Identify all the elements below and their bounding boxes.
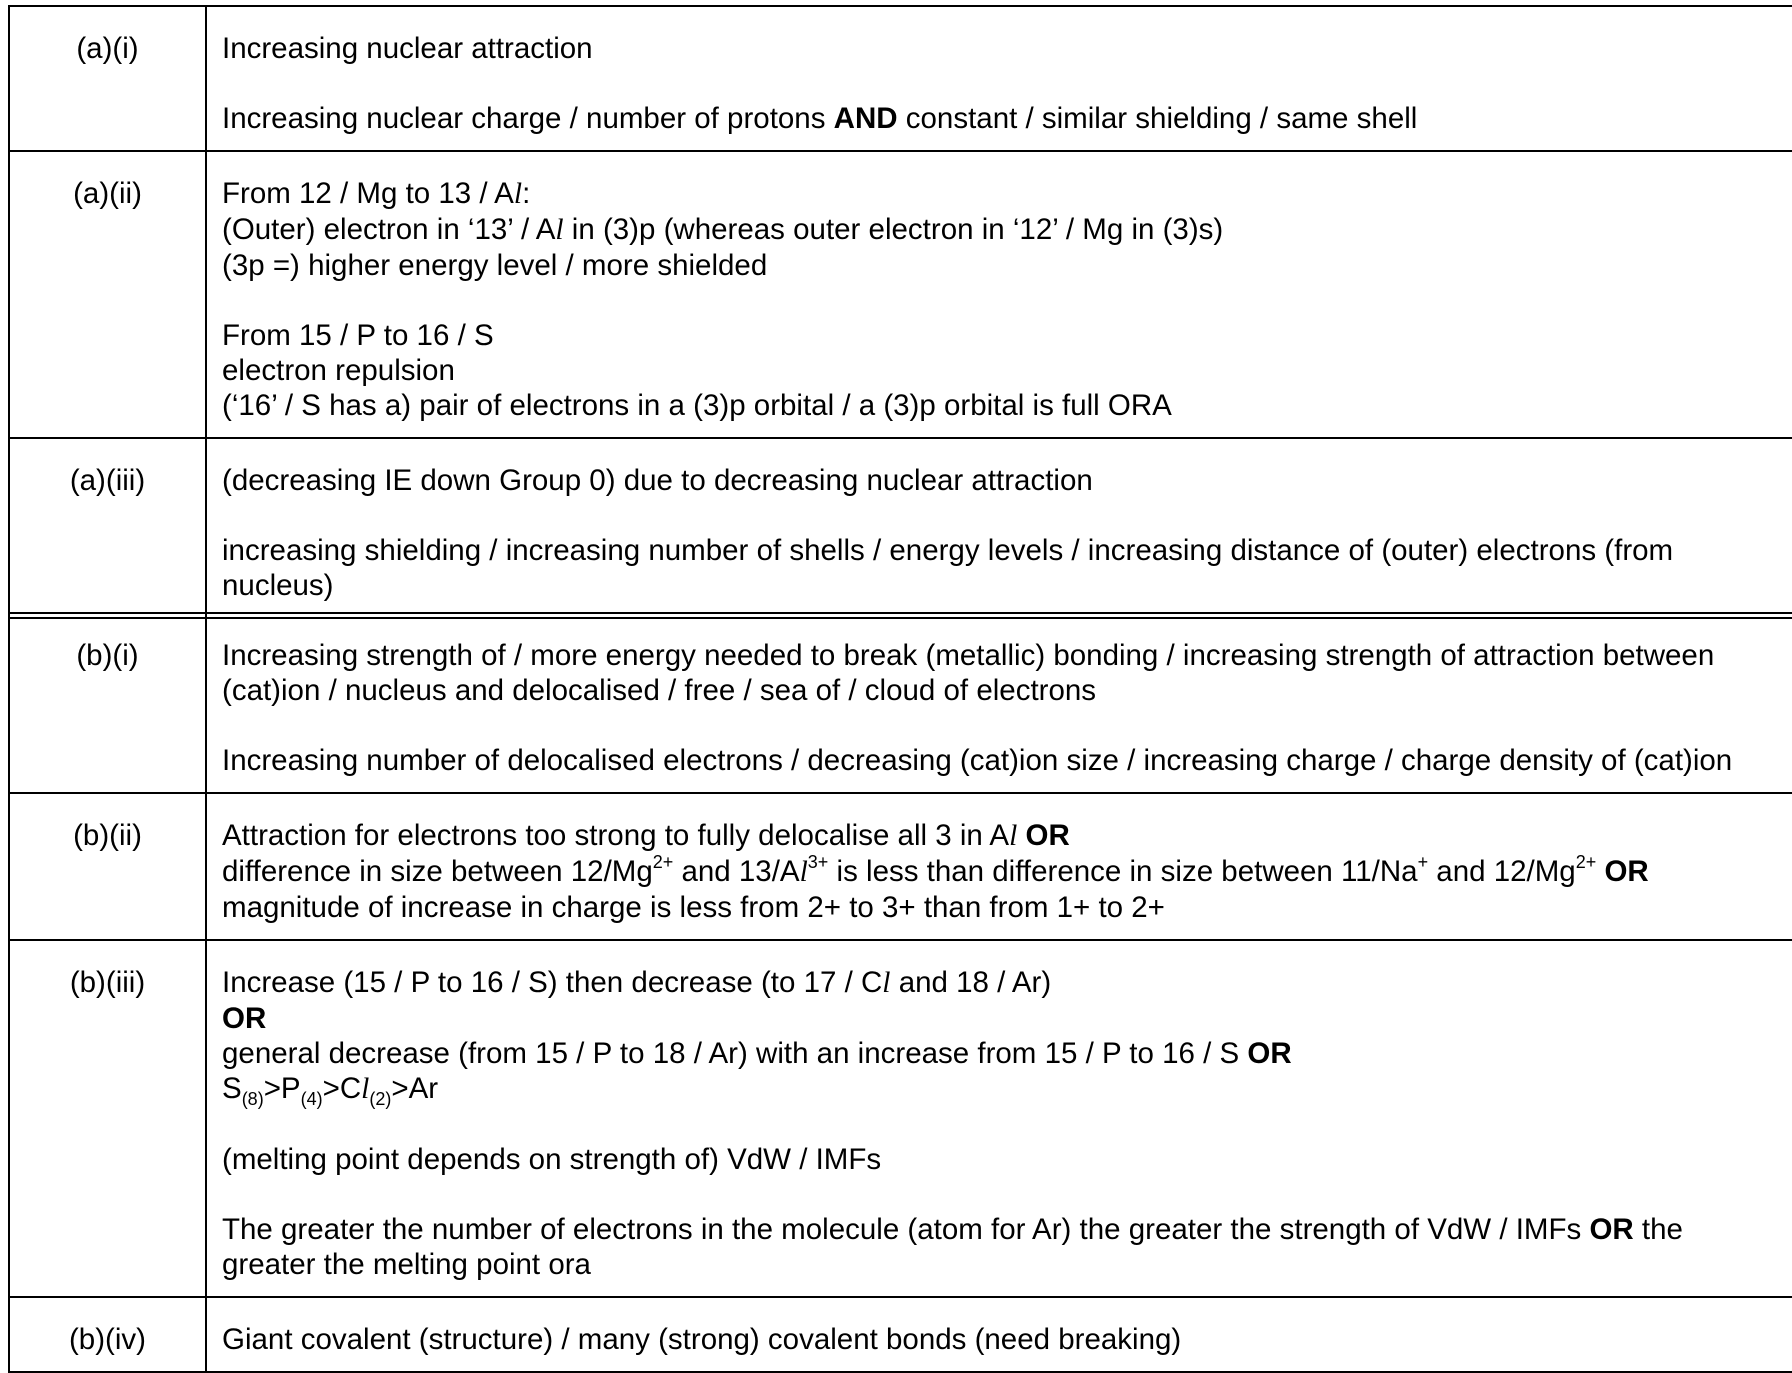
question-label: (a)(iii) xyxy=(9,438,206,618)
answer-cell xyxy=(206,151,1792,438)
answer-line: From 12 / Mg to 13 / Al: xyxy=(222,177,531,210)
answer-line: difference in size between $12/Mg^{2+}$ and $13/Al^{3+}$ is less than difference in size between 11/Na+ and $12/Mg^{2+}$ OR xyxy=(222,852,1649,888)
answer-cell xyxy=(206,940,1792,1297)
question-label: (b)(iii) xyxy=(9,940,206,1297)
answer-line: The greater the number of electrons in the molecule (atom for Ar) the greater the strength of VdW / IMFs OR the greater the melting point ora xyxy=(222,1213,1683,1281)
answer-line: general decrease (from 15 / P to 18 / Ar) with an increase from 15 / P to 16 / S OR xyxy=(222,1037,1292,1070)
answer-cell xyxy=(206,793,1792,940)
answer-line: Increasing number of delocalised electrons / decreasing (cat)ion size / increasing charge / charge density of (cat)ion xyxy=(222,744,1733,777)
answer-line: OR xyxy=(222,1002,267,1035)
table-row xyxy=(9,613,1792,793)
answer-cell xyxy=(206,613,1792,793)
table-row xyxy=(9,940,1792,1297)
answer-line: Increase (15 / P to 16 / S) then decrease (to 17 / Cl and 18 / Ar) xyxy=(222,966,1052,999)
answer-line: $S_{(8)}>P_{(4)}>Cl_{(2)}>Ar$ xyxy=(222,1072,439,1109)
question-label: (a)(ii) xyxy=(9,151,206,438)
answer-line: Increasing strength of / more energy needed to break (metallic) bonding / increasing strength of attraction between (cat)ion / nucleus and delocalised / free / sea of / cloud of electrons xyxy=(222,639,1715,707)
answer-line: (3p =) higher energy level / more shielded xyxy=(222,249,768,282)
answer-line: (decreasing IE down Group 0) due to decreasing nuclear attraction xyxy=(222,464,1093,497)
answer-line: magnitude of increase in charge is less from 2+ to 3+ than from 1+ to 2+ xyxy=(222,891,1165,924)
question-label: (a)(i) xyxy=(9,6,206,151)
answer-line: Increasing nuclear attraction xyxy=(222,32,593,65)
question-label: (b)(i) xyxy=(9,613,206,793)
answer-line: increasing shielding / increasing number of shells / energy levels / increasing distance of (outer) electrons (from nucleus) xyxy=(222,534,1674,602)
bold-keyword: AND xyxy=(833,102,898,135)
question-label: (b)(iv) xyxy=(9,1297,206,1372)
table-row xyxy=(9,6,1792,151)
table-row xyxy=(9,438,1792,618)
answer-cell: Giant covalent (structure) / many (strong) covalent bonds (need breaking) xyxy=(206,1297,1792,1372)
answer-line: electron repulsion xyxy=(222,354,455,387)
answer-cell xyxy=(206,6,1792,151)
answer-line: Attraction for electrons too strong to fully delocalise all 3 in Al OR xyxy=(222,819,1070,852)
answer-line: From 15 / P to 16 / S xyxy=(222,319,494,352)
mark-scheme-table-a xyxy=(8,5,1792,619)
mark-scheme-table-b xyxy=(8,612,1792,1373)
answer-line: (Outer) electron in ‘13’ / Al in (3)p (whereas outer electron in ‘12’ / Mg in (3)s) xyxy=(222,213,1224,246)
question-label: (b)(ii) xyxy=(9,793,206,940)
table-row xyxy=(9,151,1792,438)
table-row xyxy=(9,1297,1792,1372)
answer-cell xyxy=(206,438,1792,618)
table-row xyxy=(9,793,1792,940)
answer-line: (melting point depends on strength of) VdW / IMFs xyxy=(222,1143,882,1176)
answer-line: Increasing nuclear charge / number of protons AND constant / similar shielding / same shell xyxy=(222,102,1418,135)
answer-line: (‘16’ / S has a) pair of electrons in a (3)p orbital / a (3)p orbital is full ORA xyxy=(222,389,1172,422)
